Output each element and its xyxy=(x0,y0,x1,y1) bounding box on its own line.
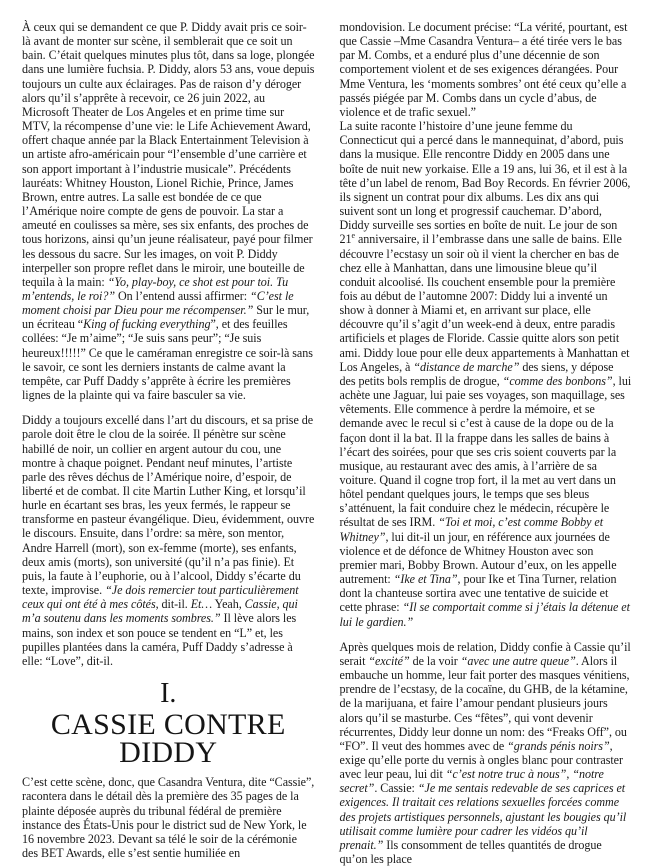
italic-quote-run: Cassie, qui m’a soutenu dans les moments sombres.” xyxy=(22,597,298,626)
article-column-left xyxy=(22,20,315,866)
italic-quote-run: “notre secret” xyxy=(339,767,604,796)
italic-quote-run: “Je me sentais redevable de ses caprices et exigences. Il traitait ces relations sexuelles forcées comme des projets artistiques personnels, ajustant les bougies qu’il utilisait comme lumière pour cadrer les vidéos qu’il prenait.” xyxy=(339,781,627,852)
text-run: , lui dit-il un jour, en référence aux journées de violence et de défonce de Whitney Houston avec son premier mari, Bobby Brown. Autour d’eux, on les appelle autrement: xyxy=(339,529,617,587)
text-run: . Alors il embauche un homme, leur fait porter des masques vénitiens, prendre de l’ecstasy, de la cocaïne, du GHB, de la kétamine, de la marijuana, et faire l’amour pendant plusieurs jours alors qu’il se masturbe. Ces “fêtes”, qui vont devenir récurrentes, Diddy leur donne un nom: des “Freaks Off”, ou “FO”. Il veut des hommes avec de xyxy=(339,653,630,753)
paragraph-cassie-complaint-intro xyxy=(22,775,315,860)
section-numeral: I. xyxy=(160,678,177,710)
paragraph-diddy-speech xyxy=(22,413,315,668)
text-run: mondovision. Le document précise: “La vérité, pourtant, est que Cassie –Mme Casandra Ventura– a été tirée vers le bas par M. Combs, et a enduré plus d’une décennie de son comportement violent et de ses exigences dérangées. Pour Mme Ventura, les ‘moments sombres’ ont été ceux qu’elle a passés piégée par M. Combs dans un cycle d’abus, de violence et de trafic sexuel.” xyxy=(339,20,628,119)
text-run: , dit-il. xyxy=(155,597,191,612)
text-run: Ils consomment de telles quantités de drogue qu’on les place xyxy=(339,837,602,866)
article-column-right xyxy=(340,20,633,866)
italic-quote-run: “distance de marche” xyxy=(413,359,520,374)
text-run: Après quelques mois de relation, Diddy confie à Cassie qu’il serait xyxy=(339,639,631,668)
italic-quote-run: “Ike et Tina” xyxy=(393,572,458,587)
italic-quote-run: Et… xyxy=(190,597,213,612)
text-run: À ceux qui se demandent ce que P. Diddy avait pris ce soir-là avant de monter sur scène, il semblerait que ce soit un bain. C’était quelques minutes plus tôt, dans sa loge, plongée dans une lumière fuchsia. P. Diddy, alors 53 ans, voue depuis toujours un culte aux éclairages. Pas de raison d’y déroger alors qu’il s’apprête à recevoir, ce 26 juin 2022, au Microsoft Theater de Los Angeles et en prime time sur MTV, la récompense d’une vie: le Life Achievement Award, offert chaque année par la Black Entertainment Television à un artiste afro-américain pour “l’ensemble d’une carrière et son apport important à l’industrie musicale”. Précédents lauréats: Whitney Houston, Lionel Richie, Prince, James Brown, entre autres. La salle est bondée de ce que l’Amérique noire compte de gens de pouvoir. La star a ameuté en coulisses sa mère, ses six enfants, des proches de tous horizons, ainsi qu’un jeune réalisateur, payé pour filmer les dessous du sacre. Sur les images, on voit P. Diddy interpeller son propre reflet dans le miroir, une bouteille de tequila à la main: xyxy=(22,20,315,289)
text-run: Sur le mur, un écriteau “ xyxy=(22,303,310,332)
text-run: La suite raconte l’histoire d’une jeune femme du Connecticut qui a percé dans le mannequinat, d’abord, puis dans la musique. Elle rencontre Diddy en 2005 dans une boîte de nuit new yorkaise. Elle a 19 ans, lui 36, et il est à la tête d’un label de renom, Bad Boy Records. En février 2006, ils signent un contrat pour dix albums. Les dix ans qui suivent sont un long et progressif cauchemar. D’abord, Diddy surveille ses sorties en boîte de nuit. Le jour de son 21 xyxy=(339,119,631,247)
text-run: . Cassie: xyxy=(374,781,418,796)
italic-quote-run: “Je dois remercier tout particulièrement ceux qui ont été à mes côtés xyxy=(22,583,299,612)
paragraph-intro-bet-awards xyxy=(22,20,315,402)
text-run: Diddy a toujours excellé dans l’art du discours, et sa prise de parole doit être le clou de la soirée. Il pénètre sur scène habillé de noir, un collier en argent autour du cou, une montre à chaque poignet. Pendant neuf minutes, l’artiste parle des rêves déchus de l’Amérique noire, d’espoir, de liberté et de combat. Il cite Martin Luther King, et lorsqu’il hurle en écartant ses bras, les yeux fermés, le rappeur se transforme en pasteur évangélique. Dieu, évidemment, ouvre le discours. Ensuite, dans l’ordre: sa mère, son mentor, Andre Harrell (mort), son ex-femme (morte), ses enfants, deux amis (morts), son université (qu’il n’a pas finie). Et puis, la faute à l’euphorie, ou à l’alcool, Diddy s’écarte du texte, improvise. xyxy=(22,413,315,598)
text-run: On l’entend aussi affirmer: xyxy=(115,288,251,303)
italic-quote-run: “excité” xyxy=(368,653,410,668)
text-run: Il lève alors les mains, son index et son pouce se tendent en “L” et, les pupilles plantées dans la caméra, Puff Daddy s’adresse à elle: “Love”, dit-il. xyxy=(22,611,297,668)
italic-quote-run: “C’est le moment choisi par Dieu pour me récompenser.” xyxy=(22,288,294,318)
italic-quote-run: “Toi et moi, c’est comme Bobby et Whitney” xyxy=(339,515,604,544)
text-run: , exige qu’elle porte du vernis à ongles blanc pour contraster avec leur peau, lui dit xyxy=(339,738,623,782)
text-run: C’est cette scène, donc, que Casandra Ventura, dite “Cassie”, racontera dans le détail dès la première des 35 pages de la plainte déposée auprès du tribunal fédéral de première instance des États-Unis pour le district sud de New York, le 16 novembre 2023. Devant sa télé le soir de la cérémonie des BET Awards, elle s’est sentie humiliée en xyxy=(22,775,315,860)
section-heading xyxy=(22,678,315,769)
text-run: des siens, y dépose des petits bols remplis de drogue, xyxy=(339,359,614,388)
text-run: ”, et des feuilles collées: “Je m’aime”; “Je suis sans peur”; “Je suis heureux!!!!!” Ce que le caméraman enregistre ce soir-là sans le savoir, ce sont les derniers instants de calme avant la tempête, car Puff Daddy s’apprête à écrire les premières lignes de la plainte qui va faire basculer sa vie. xyxy=(22,317,313,403)
section-title: CASSIE CONTRE DIDDY xyxy=(50,708,286,769)
text-run: , pour Ike et Tina Turner, relation dont la chanteuse sortira avec une tentative de suicide et cette phrase: xyxy=(339,572,617,615)
italic-quote-run: “grands pénis noirs” xyxy=(507,738,610,753)
italic-quote-run: “Yo, play-boy, ce shot est pour toi. Tu m’entends, le roi?” xyxy=(22,274,289,303)
text-run: , lui achète une Jaguar, lui paie ses voyages, son maquillage, ses vêtements. Elle commence à perdre la mémoire, et se demande avec le recul si c’est à cause de la dope ou de la façon dont il la bat. Il la frappe dans les salles de bains à l’écart des soirées, pour que ses cris soient couverts par la musique, au restaurant avec des amis, à l’arrière de sa voiture. Quand il cogne trop fort, il la met au vert dans un hôtel pendant quelques jours, le temps que ses bleus s’atténuent, la fait conduire chez le médecin, récupère le résultat de ses IRM. xyxy=(339,373,632,530)
italic-quote-run: King of fucking everything xyxy=(83,317,211,332)
text-run: , xyxy=(566,767,573,782)
text-run: Yeah, xyxy=(212,597,245,612)
italic-quote-run: “comme des bonbons” xyxy=(502,373,613,388)
italic-quote-run: “Il se comportait comme si j’étais la détenue et lui le gardien.” xyxy=(339,600,630,629)
italic-quote-run: “avec une autre queue” xyxy=(460,653,576,668)
paragraph-freaks-off xyxy=(340,640,633,866)
paragraph-complaint-story xyxy=(340,20,633,629)
italic-quote-run: “c’est notre truc à nous” xyxy=(445,767,567,782)
text-run: anniversaire, il l’embrasse dans une salle de bains. Elle découvre l’ecstasy un soir où il vient la chercher en bas de chez elle à Manhattan, dans une limousine bleue qu’il conduit alcoolisé. Ils couchent ensemble pour la première fois au début de l’automne 2007: Diddy lui a inventé un show à donner à Miami et, en arrivant sur place, elle découvre qu’il s’agit d’un week-end à deux, entre paradis artificiels et plages de Floride. Cassie quitte alors son petit ami. Diddy loue pour elle deux appartements à Manhattan et Los Angeles, à xyxy=(339,232,630,374)
text-run: de la voir xyxy=(409,653,461,668)
ordinal-superscript: e xyxy=(351,231,356,241)
